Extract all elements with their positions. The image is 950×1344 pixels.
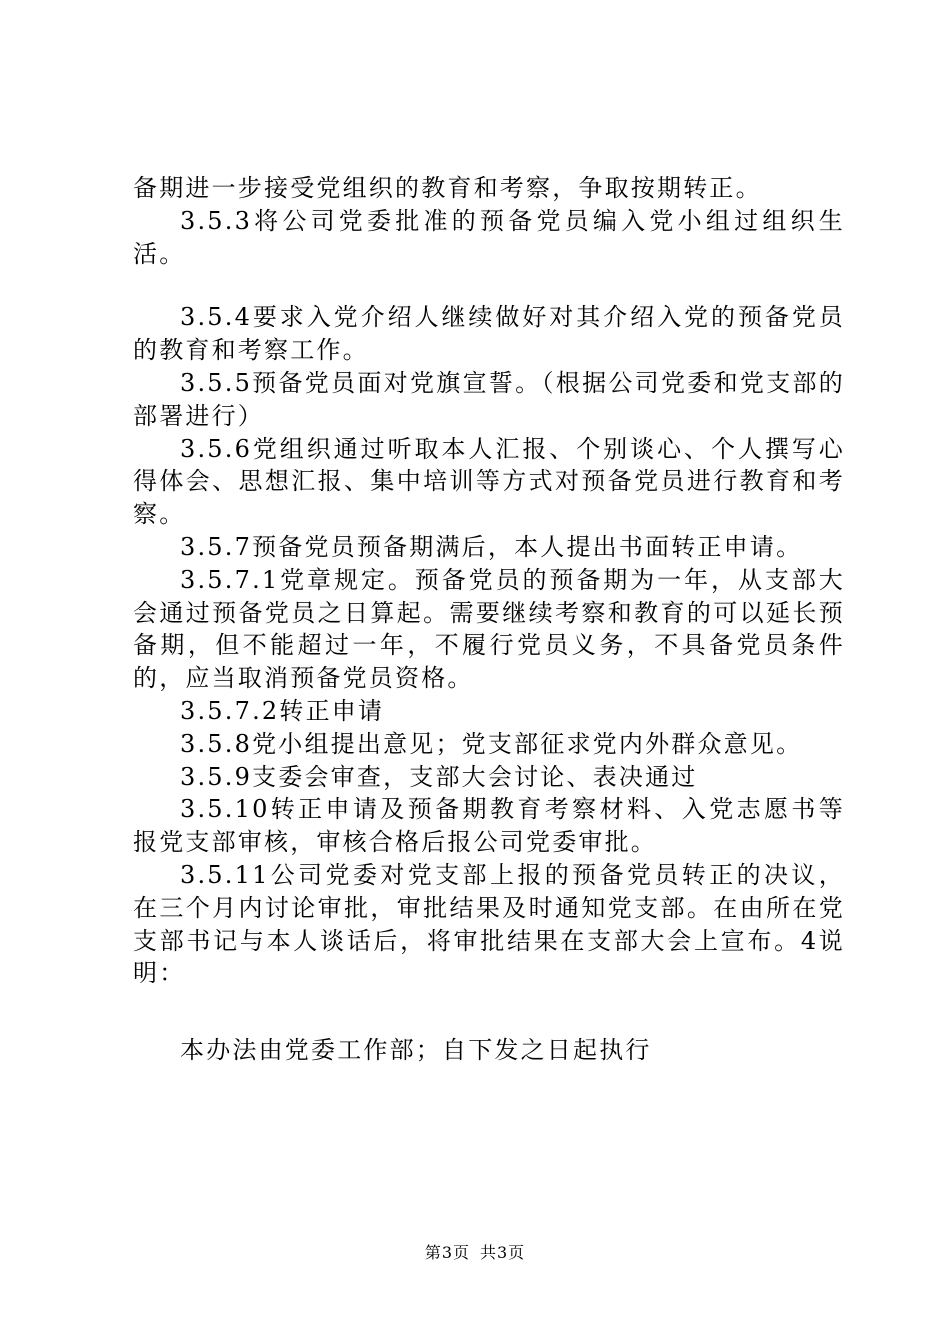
paragraph-3-5-9: 3.5.9支委会审查，支部大会讨论、表决通过 — [180, 762, 698, 791]
page-number: 第3页 — [424, 1243, 470, 1262]
paragraph-3-5-7-2: 3.5.7.2转正申请 — [180, 696, 385, 725]
paragraph-3-5-10: 3.5.10转正申请及预备期教育考察材料、入党志愿书等报党支部审核，审核合格后报公司党委审批。 — [133, 795, 845, 857]
paragraph-3-5-4: 3.5.4要求入党介绍人继续做好对其介绍入党的预备党员的教育和考察工作。 — [133, 303, 845, 365]
paragraph-3-5-7-1: 3.5.7.1党章规定。预备党员的预备期为一年，从支部大会通过预备党员之日算起。需要继续考察和教育的可以延长预备期，但不能超过一年，不履行党员义务，不具备党员条件的，应当取消预备党员资格。 — [133, 565, 845, 693]
paragraph-3-5-5: 3.5.5预备党员面对党旗宣誓。（根据公司党委和党支部的部署进行） — [133, 368, 845, 430]
paragraph-continuation: 备期进一步接受党组织的教育和考察，争取按期转正。 — [133, 174, 762, 202]
paragraph-closing: 本办法由党委工作部；自下发之日起执行 — [180, 1036, 652, 1065]
page-footer — [0, 1240, 950, 1263]
document-body — [133, 172, 845, 1067]
paragraph-3-5-3: 3.5.3将公司党委批准的预备党员编入党小组过组织生活。 — [133, 206, 845, 268]
paragraph-3-5-7: 3.5.7预备党员预备期满后，本人提出书面转正申请。 — [180, 532, 803, 561]
paragraph-3-5-11: 3.5.11公司党委对党支部上报的预备党员转正的决议，在三个月内讨论审批，审批结果及时通知党支部。在由所在党支部书记与本人谈话后，将审批结果在支部大会上宣布。4说明： — [133, 860, 845, 988]
page-total: 共3页 — [480, 1243, 526, 1262]
paragraph-3-5-6: 3.5.6党组织通过听取本人汇报、个别谈心、个人撰写心得体会、思想汇报、集中培训等方式对预备党员进行教育和考察。 — [133, 434, 845, 529]
paragraph-3-5-8: 3.5.8党小组提出意见；党支部征求党内外群众意见。 — [180, 729, 803, 758]
